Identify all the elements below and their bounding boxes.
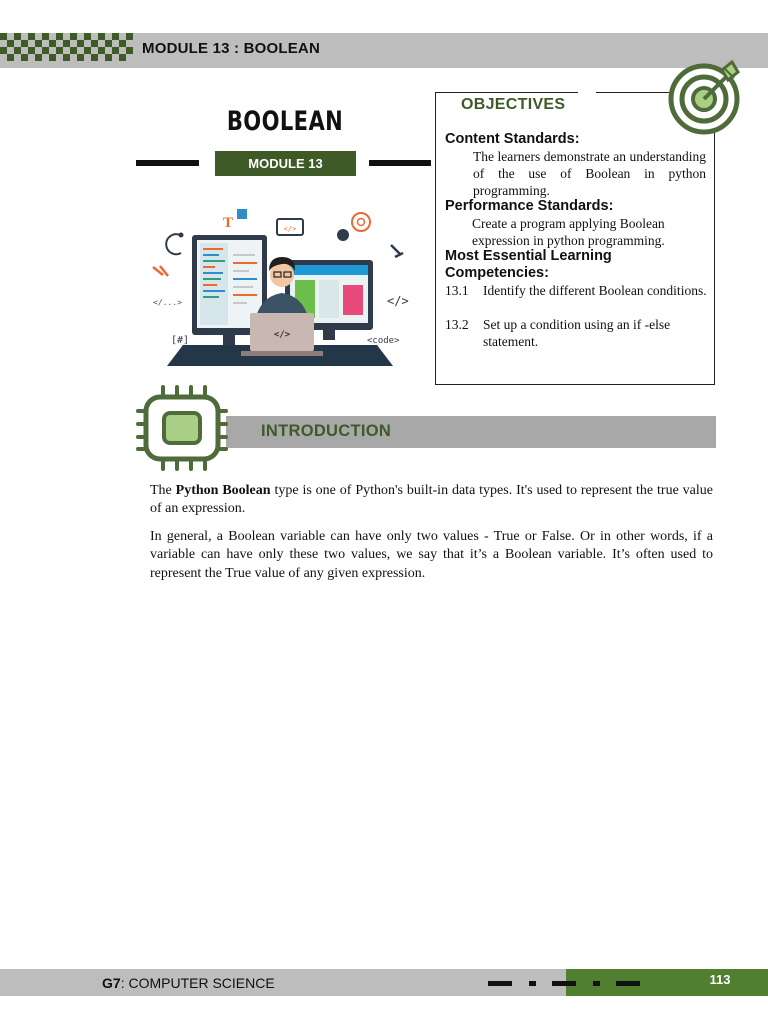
svg-text:</>: </>: [283, 225, 297, 233]
svg-text:T: T: [223, 215, 234, 231]
competency-number: 13.1: [445, 283, 469, 298]
footer-dash: [488, 981, 512, 986]
svg-text:</...>: </...>: [153, 298, 182, 307]
page-title: BOOLEAN: [226, 106, 344, 137]
footer-dash: [593, 981, 600, 986]
para1-bold-term: Python Boolean: [175, 483, 271, 498]
performance-standards-text: Create a program applying Boolean expression in python programming.: [472, 216, 665, 248]
intro-paragraph-1: [150, 482, 713, 519]
footer-grade: G7: [102, 975, 121, 991]
competency-text: Set up a condition using an if -else statement.: [483, 317, 671, 349]
module-header-title: MODULE 13 : BOOLEAN: [142, 40, 320, 57]
svg-text:<code>: <code>: [367, 336, 400, 346]
module-badge: MODULE 13: [215, 151, 356, 176]
para1-prefix: The: [150, 483, 176, 498]
objectives-title: OBJECTIVES: [461, 96, 566, 113]
content-standards-text: The learners demonstrate an understanding of the use of Boolean in python programming.: [473, 149, 706, 198]
objectives-frame-gap: [578, 89, 596, 95]
footer-dash: [552, 981, 576, 986]
footer-subject: [102, 975, 275, 991]
chip-icon: [134, 383, 230, 473]
page-number: 113: [709, 972, 731, 987]
introduction-title: INTRODUCTION: [261, 422, 392, 440]
svg-text:</>: </>: [387, 294, 409, 308]
footer-dash: [529, 981, 536, 986]
title-rule-left: [136, 160, 199, 166]
svg-text:[#]: [#]: [171, 335, 190, 346]
competency-number: 13.2: [445, 317, 469, 332]
competency-text: Identify the different Boolean conditions.: [483, 283, 707, 298]
para1-rest: type is one of Python's built-in data types. It's used to represent the true value of an expression.: [150, 483, 713, 517]
intro-paragraph-2: In general, a Boolean variable can have only two values - True or False. Or in other words, if a variable can have only these two values, we say that it’s a Boolean variable. It’s often used to represent the True value of any given expression.: [150, 529, 713, 581]
checker-pattern: [0, 33, 133, 61]
title-rule-right: [369, 160, 431, 166]
competencies-heading-line1: Most Essential Learning: [445, 248, 612, 264]
svg-text:</>: </>: [273, 330, 291, 340]
target-icon: [662, 58, 748, 138]
content-standards-heading: Content Standards:: [445, 131, 580, 147]
competencies-heading-line2: Competencies:: [445, 265, 549, 281]
footer-subject-text: : COMPUTER SCIENCE: [120, 975, 275, 991]
programmer-illustration: [145, 205, 415, 370]
performance-standards-heading: Performance Standards:: [445, 198, 614, 214]
footer-dash: [616, 981, 640, 986]
